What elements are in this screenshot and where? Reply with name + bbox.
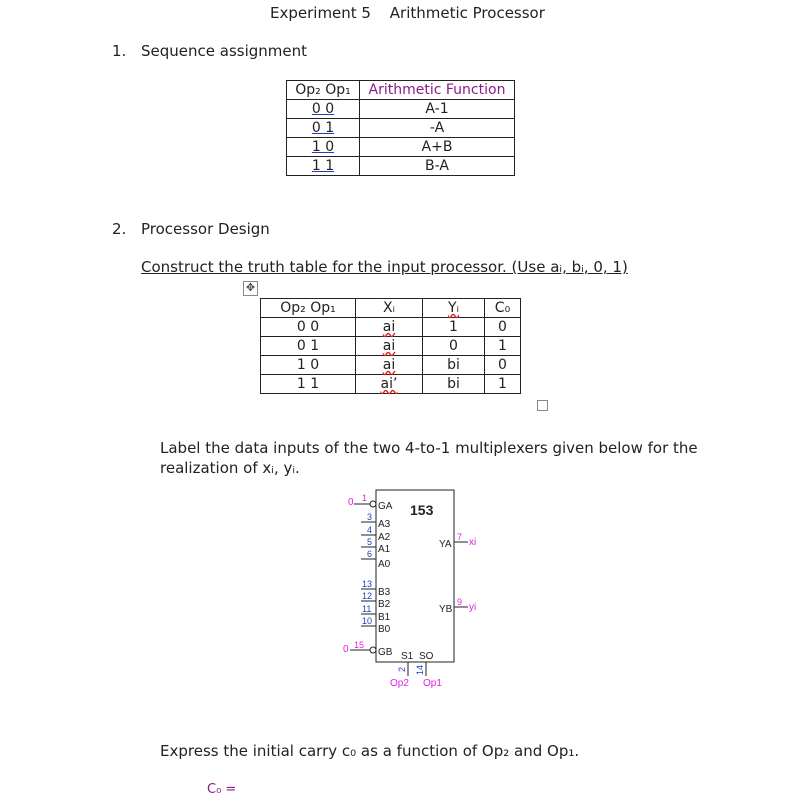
truth-cell: 0 1 — [261, 337, 356, 356]
b3-pin: 13 — [362, 579, 373, 589]
table-move-handle-icon[interactable]: ✥ — [243, 281, 258, 296]
truth-cell: 0 — [485, 356, 521, 375]
truth-cell: 1 — [423, 318, 485, 337]
ga-bubble — [370, 501, 376, 507]
section2-number: 2. — [112, 220, 127, 238]
truth-cell: ai — [356, 356, 423, 375]
s0-signal: Op1 — [423, 678, 442, 689]
truth-cell: 1 — [485, 375, 521, 394]
ga-label: GA — [378, 501, 393, 512]
yb-pin: 9 — [457, 597, 463, 607]
a3-label: A3 — [378, 519, 391, 530]
seq-func: A+B — [360, 138, 515, 157]
s1-label: S1 — [401, 651, 414, 662]
seq-header-func: Arithmetic Function — [360, 81, 515, 100]
b2-label: B2 — [378, 599, 391, 610]
label-instruction-line2: realization of xᵢ, yᵢ. — [160, 459, 300, 477]
truth-cell: ai — [356, 318, 423, 337]
a1-label: A1 — [378, 544, 391, 555]
truth-cell: bi — [423, 356, 485, 375]
a-inputs — [361, 512, 391, 570]
truth-table — [260, 298, 521, 394]
truth-cell: 0 0 — [261, 318, 356, 337]
seq-func: -A — [360, 119, 515, 138]
ga-input: 0 — [348, 497, 354, 508]
truth-cell: 0 — [485, 318, 521, 337]
b2-pin: 12 — [362, 591, 373, 601]
b0-label: B0 — [378, 624, 391, 635]
section2-heading: Processor Design — [141, 220, 270, 238]
table-resize-handle-icon[interactable] — [537, 400, 548, 411]
section1-heading: Sequence assignment — [141, 42, 308, 60]
a1-pin: 5 — [367, 537, 373, 547]
sequence-table — [286, 80, 515, 176]
a0-pin: 6 — [367, 549, 373, 559]
b-inputs — [361, 579, 391, 635]
section1-number: 1. — [112, 42, 127, 60]
a2-pin: 4 — [367, 525, 373, 535]
mux-chip-name: 153 — [410, 502, 434, 518]
truth-header-c0: C₀ — [485, 299, 521, 318]
b1-label: B1 — [378, 612, 391, 623]
yb-output: yi — [469, 602, 477, 613]
a3-pin: 3 — [367, 512, 373, 522]
title-left: Experiment 5 — [270, 4, 371, 22]
truth-cell: bi — [423, 375, 485, 394]
b1-pin: 11 — [362, 604, 372, 614]
truth-cell: 0 — [423, 337, 485, 356]
seq-op: 0 0 — [287, 100, 360, 119]
a2-label: A2 — [378, 532, 391, 543]
seq-op: 0 1 — [287, 119, 360, 138]
ya-pin: 7 — [457, 532, 463, 542]
b0-pin: 10 — [362, 616, 373, 626]
truth-header-y: Yᵢ — [423, 299, 485, 318]
s0-label: SO — [419, 651, 434, 662]
gb-bubble — [370, 647, 376, 653]
title-right: Arithmetic Processor — [389, 4, 545, 22]
truth-header-x: Xᵢ — [356, 299, 423, 318]
b3-label: B3 — [378, 587, 391, 598]
truth-cell: 1 1 — [261, 375, 356, 394]
gb-label: GB — [378, 647, 393, 658]
gb-pin: 15 — [354, 640, 365, 650]
s0-pin: 14 — [415, 664, 425, 675]
ya-output: xi — [469, 537, 477, 548]
truth-cell: 1 0 — [261, 356, 356, 375]
carry-answer-field[interactable]: C₀ = — [207, 782, 237, 797]
page-title — [270, 4, 545, 22]
label-instruction-line1: Label the data inputs of the two 4-to-1 multiplexers given below for the — [160, 439, 698, 457]
gb-input: 0 — [343, 644, 349, 655]
truth-header-op: Op₂ Op₁ — [261, 299, 356, 318]
carry-instruction: Express the initial carry c₀ as a function of Op₂ and Op₁. — [160, 742, 580, 760]
seq-op: 1 1 — [287, 157, 360, 176]
seq-func: B-A — [360, 157, 515, 176]
s1-pin: 2 — [397, 666, 407, 672]
seq-header-op: Op₂ Op₁ — [287, 81, 360, 100]
truth-cell: 1 — [485, 337, 521, 356]
a0-label: A0 — [378, 559, 391, 570]
ga-pin: 1 — [362, 493, 368, 503]
ya-label: YA — [439, 539, 452, 550]
yb-label: YB — [439, 604, 453, 615]
seq-op: 1 0 — [287, 138, 360, 157]
truth-cell: ai’ — [356, 375, 423, 394]
truth-cell: ai — [356, 337, 423, 356]
seq-func: A-1 — [360, 100, 515, 119]
s1-signal: Op2 — [390, 678, 409, 689]
mux-chip-body — [376, 490, 454, 662]
truth-table-instruction: Construct the truth table for the input processor. (Use aᵢ, bᵢ, 0, 1) — [141, 258, 628, 276]
